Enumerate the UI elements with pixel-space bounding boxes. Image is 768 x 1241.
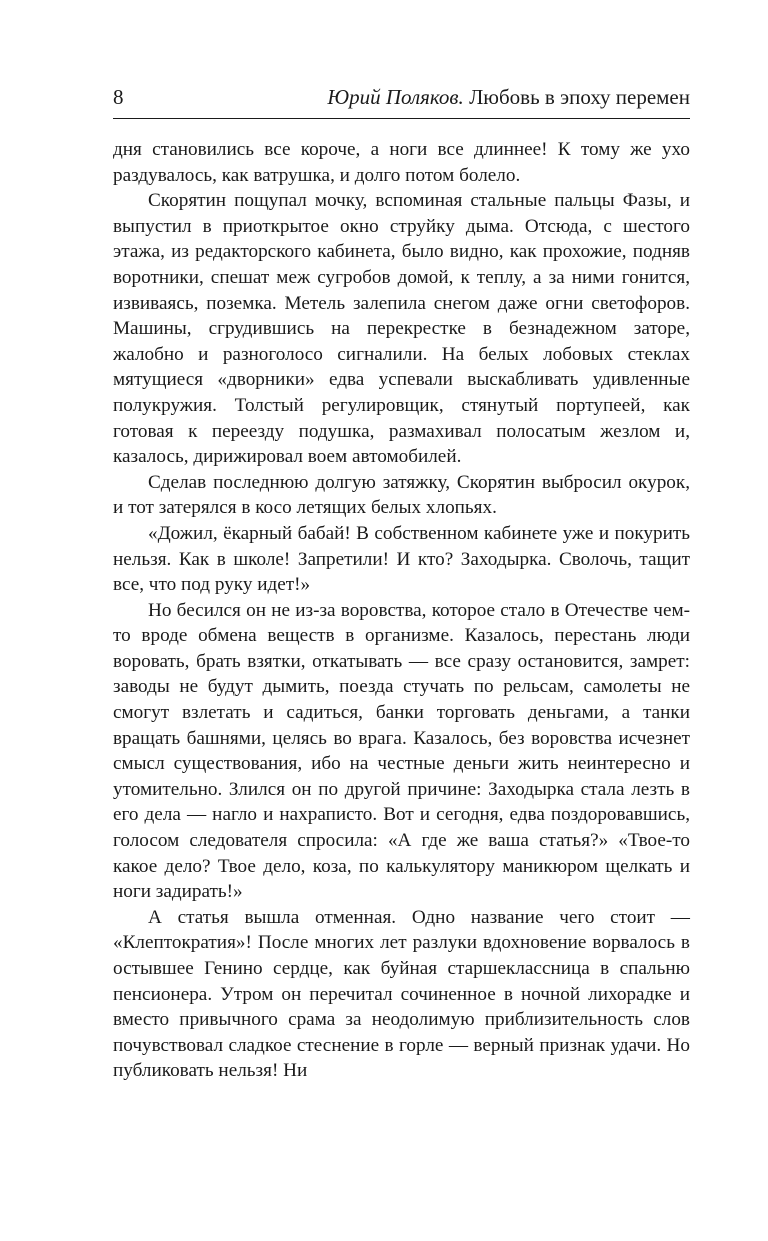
- paragraph: дня становились все короче, а ноги все длиннее! К тому же ухо раздувалось, как ватрушка, и долго потом болело.: [113, 139, 690, 186]
- header-book-title: Любовь в эпоху перемен: [469, 85, 690, 109]
- paragraph: «Дожил, ёкарный бабай! В собственном кабинете уже и покурить нельзя. Как в школе! Запретили! И кто? Заходырка. Сволочь, тащит все, что под руку идет!»: [113, 522, 690, 596]
- header-author: Юрий Поляков.: [327, 85, 464, 109]
- paragraph: Но бесился он не из-за воровства, которое стало в Отечестве чем-то вроде обмена веществ в организме. Казалось, перестань люди воровать, брать взятки, откатывать — все сразу остановится, замрет: заводы не будут дымить, поезда стучать по рельсам, самолеты не смогут взлетать и садиться, банки торговать деньгами, а танки вращать башнями, целясь во врага. Казалось, без воровства исчезнет смысл существования, ибо на честные деньги жить неинтересно и утомительно. Злился он по другой причине: Заходырка стала лезть в его дела — нагло и нахраписто. Вот и сегодня, едва поздоровавшись, голосом следователя спросила: «А где же ваша статья?» «Твое-то какое дело? Твое дело, коза, по калькулятору маникюром щелкать и ноги задирать!»: [113, 599, 690, 903]
- paragraph: Скорятин пощупал мочку, вспоминая стальные пальцы Фазы, и выпустил в приоткрытое окно струйку дыма. Отсюда, с шестого этажа, из редакторского кабинета, было видно, как прохожие, подняв воротники, спешат меж сугробов домой, к теплу, а за ними гонится, извиваясь, поземка. Метель залепила снегом даже огни светофоров. Машины, сгрудившись на перекрестке в безнадежном заторе, жалобно и разноголосо сигналили. На белых лобовых стеклах мятущиеся «дворники» едва успевали выскабливать удивленные полукружия. Толстый регулировщик, стянутый портупеей, как готовая к переезду подушка, размахивал полосатым жезлом и, казалось, дирижировал воем автомобилей.: [113, 190, 690, 468]
- book-page: [113, 84, 690, 1084]
- paragraph: Сделав последнюю долгую затяжку, Скорятин выбросил окурок, и тот затерялся в косо летящих белых хлопьях.: [113, 471, 690, 519]
- header-title: [327, 84, 690, 110]
- running-header: [113, 84, 690, 119]
- paragraph: А статья вышла отменная. Одно название чего стоит — «Клептократия»! После многих лет разлуки вдохновение ворвалось в остывшее Генино сердце, как буйная старшеклассница в спальню пенсионера. Утром он перечитал сочиненное в ночной лихорадке и вместо привычного срама за неодолимую приблизительность слов почувствовал сладкое стеснение в горле — верный признак удачи. Но публиковать нельзя! Ни: [113, 906, 690, 1082]
- page-number: 8: [113, 85, 124, 109]
- body-text: [113, 137, 690, 1084]
